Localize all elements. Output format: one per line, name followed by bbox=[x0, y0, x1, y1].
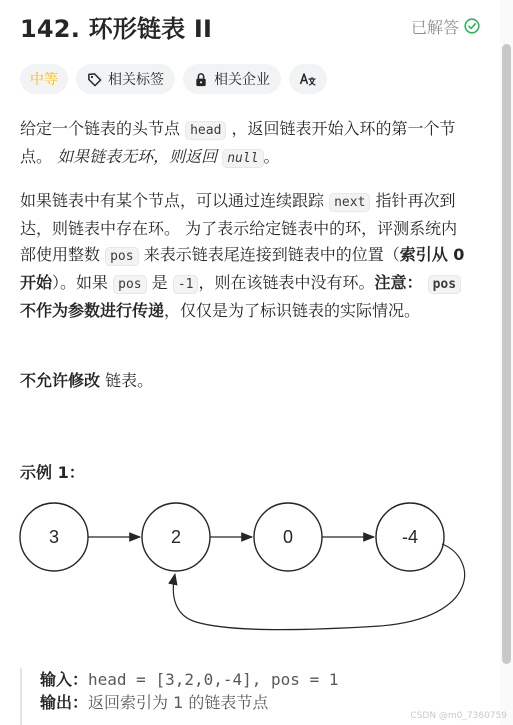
node-2 bbox=[254, 503, 322, 571]
text: ）。如果 bbox=[52, 273, 109, 292]
node-3-value: -4 bbox=[401, 527, 419, 547]
text: 链表。 bbox=[100, 371, 154, 390]
italic-text: 如果链表无环，则返回 bbox=[57, 147, 218, 166]
inline-code: pos bbox=[428, 275, 461, 294]
output-label: 输出： bbox=[40, 693, 89, 712]
watermark: CSDN @m0_7360759 bbox=[410, 711, 507, 721]
text: 给定一个链表的头节点 bbox=[20, 119, 181, 138]
node-1-value: 2 bbox=[170, 527, 182, 547]
translate-button[interactable] bbox=[289, 64, 327, 94]
text: ，返回链表开始入环的第一个节点。 bbox=[20, 119, 456, 166]
example-input-line bbox=[40, 668, 480, 691]
tag-bar bbox=[20, 64, 327, 94]
text: 是 bbox=[151, 273, 168, 292]
bold-text: 注意： bbox=[374, 273, 423, 292]
related-tags-button[interactable] bbox=[76, 64, 175, 94]
description-paragraph-1 bbox=[20, 116, 472, 172]
bold-text: 索引从 0 开始 bbox=[20, 245, 465, 292]
input-value: head = [3,2,0,-4], pos = 1 bbox=[88, 670, 339, 689]
inline-code: -1 bbox=[173, 275, 199, 294]
text: 如果链表中有某个节点，可以通过连续跟踪 bbox=[20, 191, 325, 210]
bold-text: 不作为参数进行传递 bbox=[20, 301, 165, 320]
translate-icon bbox=[299, 71, 317, 87]
example-title: 示例 1： bbox=[20, 463, 85, 482]
description-paragraph-3 bbox=[20, 368, 472, 394]
text: 指针再次到达，则链表中存在环。 为了表示给定链表中的环，评测系统内部使用整数 bbox=[20, 191, 458, 264]
input-label: 输入： bbox=[40, 670, 89, 689]
inline-code: null bbox=[222, 149, 263, 168]
node-0 bbox=[20, 503, 88, 571]
title-row bbox=[20, 8, 480, 44]
problem-title[interactable]: 142. 环形链表 II bbox=[20, 14, 213, 43]
tag-icon bbox=[87, 72, 102, 87]
scrollbar-thumb[interactable] bbox=[502, 44, 511, 664]
inline-code: next bbox=[329, 193, 370, 212]
bold-text: 不允许修改 bbox=[20, 371, 101, 390]
difficulty-label: 中等 bbox=[30, 72, 58, 88]
node-2-value: 0 bbox=[282, 527, 294, 547]
solved-label: 已解答 bbox=[410, 17, 459, 37]
description-paragraph-2 bbox=[20, 188, 472, 324]
related-companies-label: 相关企业 bbox=[214, 72, 270, 88]
inline-code: head bbox=[185, 121, 226, 140]
linked-list-diagram bbox=[0, 500, 500, 640]
lock-icon bbox=[194, 72, 208, 87]
scrollbar[interactable] bbox=[500, 0, 513, 725]
check-circle-icon bbox=[464, 18, 480, 34]
difficulty-badge bbox=[20, 64, 68, 94]
related-tags-label: 相关标签 bbox=[108, 72, 164, 88]
inline-code: pos bbox=[105, 247, 138, 266]
node-0-value: 3 bbox=[48, 527, 60, 547]
node-1 bbox=[142, 503, 210, 571]
output-value: 返回索引为 1 的链表节点 bbox=[88, 693, 269, 712]
node-3 bbox=[376, 503, 444, 571]
text: 来表示链表尾连接到链表中的位置（ bbox=[143, 245, 400, 264]
solved-status bbox=[411, 15, 480, 38]
related-companies-button[interactable] bbox=[183, 64, 281, 94]
inline-code: pos bbox=[113, 275, 146, 294]
text: ，则在该链表中没有环。 bbox=[198, 273, 375, 292]
text: 。 bbox=[263, 147, 280, 166]
text: ，仅仅是为了标识链表的实际情况。 bbox=[164, 301, 421, 320]
